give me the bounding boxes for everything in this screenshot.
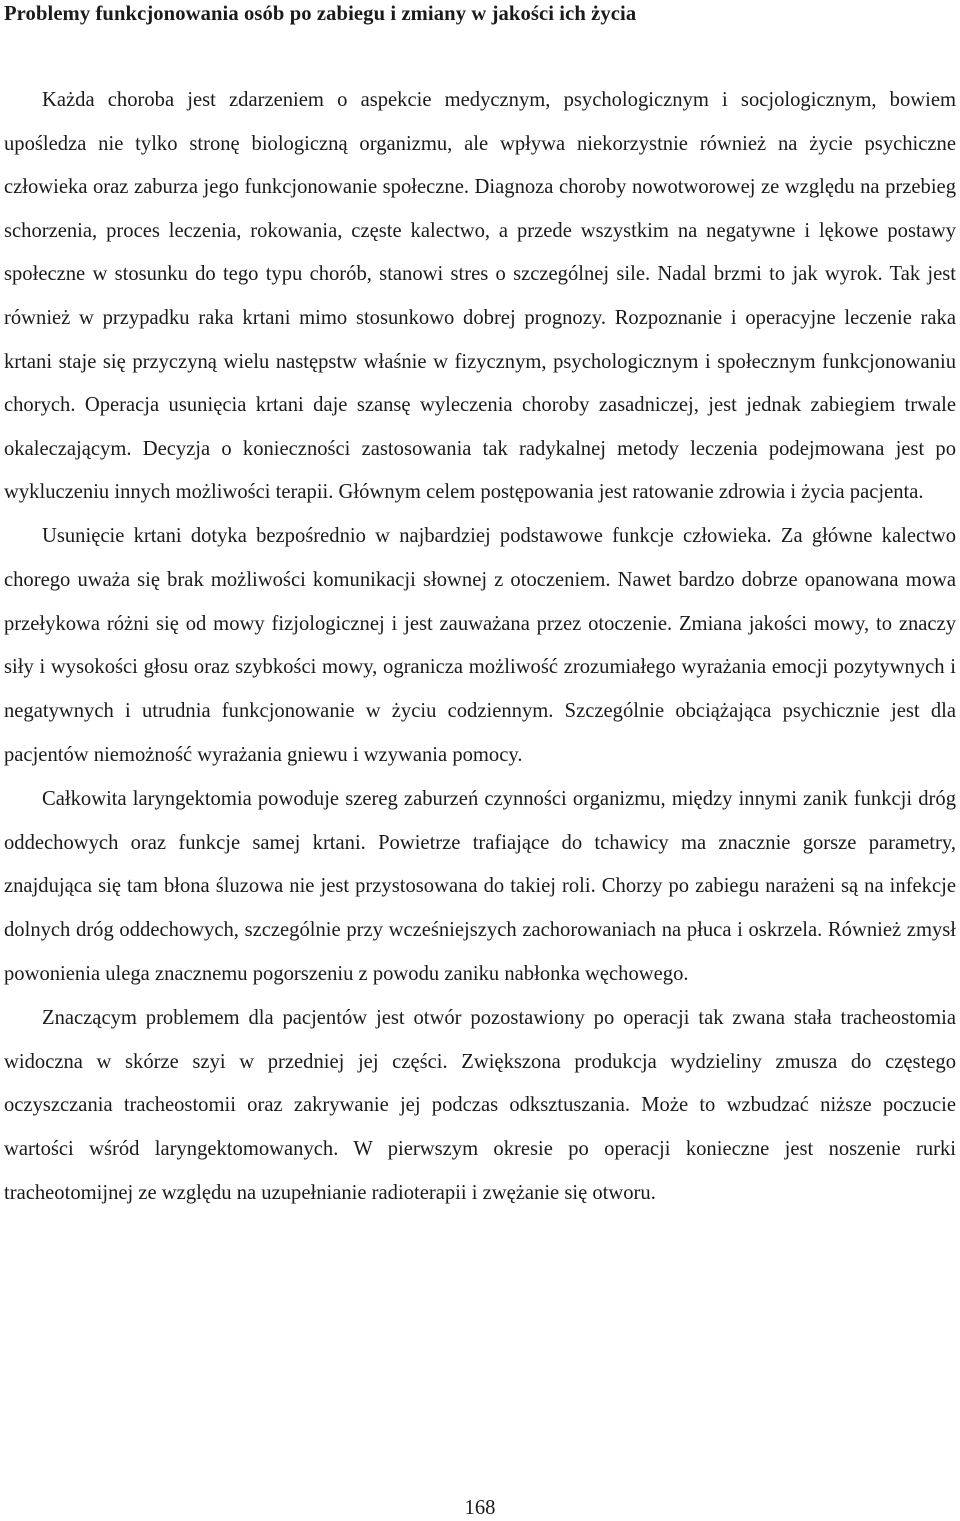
paragraph-4: Znaczącym problemem dla pacjentów jest otwór pozostawiony po operacji tak zwana stała tracheostomia widoczna w skórze szyi w przedniej jej części. Zwiększona produkcja wydzieliny zmusza do częstego oczyszczania tracheostomii oraz zakrywanie jej podczas odksztuszania. Może to wzbudzać niższe poczucie wartości wśród laryngektomowanych. W pierwszym okresie po operacji konieczne jest noszenie rurki tracheotomijnej ze względu na uzupełnianie radioterapii i zwężanie się otworu.	[4, 1006, 956, 1204]
section-title: Problemy funkcjonowania osób po zabiegu i zmiany w jakości ich życia	[4, 3, 637, 25]
page-number: 168	[464, 1497, 496, 1519]
paragraph-1: Każda choroba jest zdarzeniem o aspekcie medycznym, psychologicznym i socjologicznym, bowiem upośledza nie tylko stronę biologiczną organizmu, ale wpływa niekorzystnie również na życie psychiczne człowieka oraz zaburza jego funkcjonowanie społeczne. Diagnoza choroby nowotworowej ze względu na przebieg schorzenia, proces leczenia, rokowania, częste kalectwo, a przede wszystkim na negatywne i lękowe postawy społeczne w stosunku do tego typu chorób, stanowi stres o szczególnej sile. Nadal brzmi to jak wyrok. Tak jest również w przypadku raka krtani mimo stosunkowo dobrej prognozy. Rozpoznanie i operacyjne leczenie raka krtani staje się przyczyną wielu następstw właśnie w fizycznym, psychologicznym i społecznym funkcjonowaniu chorych. Operacja usunięcia krtani daje szansę wyleczenia choroby zasadniczej, jest jednak zabiegiem trwale okaleczającym. Decyzja o konieczności zastosowania tak radykalnej metody leczenia podejmowana jest po wykluczeniu innych możliwości terapii. Głównym celem postępowania jest ratowanie zdrowia i życia pacjenta.	[4, 89, 956, 504]
document-page	[4, 0, 956, 1521]
body-text	[4, 79, 956, 1216]
paragraph-3: Całkowita laryngektomia powoduje szereg zaburzeń czynności organizmu, między innymi zanik funkcji dróg oddechowych oraz funkcje samej krtani. Powietrze trafiające do tchawicy ma znacznie gorsze parametry, znajdująca się tam błona śluzowa nie jest przystosowana do takiej roli. Chorzy po zabiegu narażeni są na infekcje dolnych dróg oddechowych, szczególnie przy wcześniejszych zachorowaniach na płuca i oskrzela. Również zmysł powonienia ulega znacznemu pogorszeniu z powodu zaniku nabłonka węchowego.	[4, 787, 956, 985]
paragraph-2: Usunięcie krtani dotyka bezpośrednio w najbardziej podstawowe funkcje człowieka. Za główne kalectwo chorego uważa się brak możliwości komunikacji słownej z otoczeniem. Nawet bardzo dobrze opanowana mowa przełykowa różni się od mowy fizjologicznej i jest zauważana przez otoczenie. Zmiana jakości mowy, to znaczy siły i wysokości głosu oraz szybkości mowy, ogranicza możliwość zrozumiałego wyrażania emocji pozytywnych i negatywnych i utrudnia funkcjonowanie w życiu codziennym. Szczególnie obciążająca psychicznie jest dla pacjentów niemożność wyrażania gniewu i wzywania pomocy.	[4, 524, 956, 766]
